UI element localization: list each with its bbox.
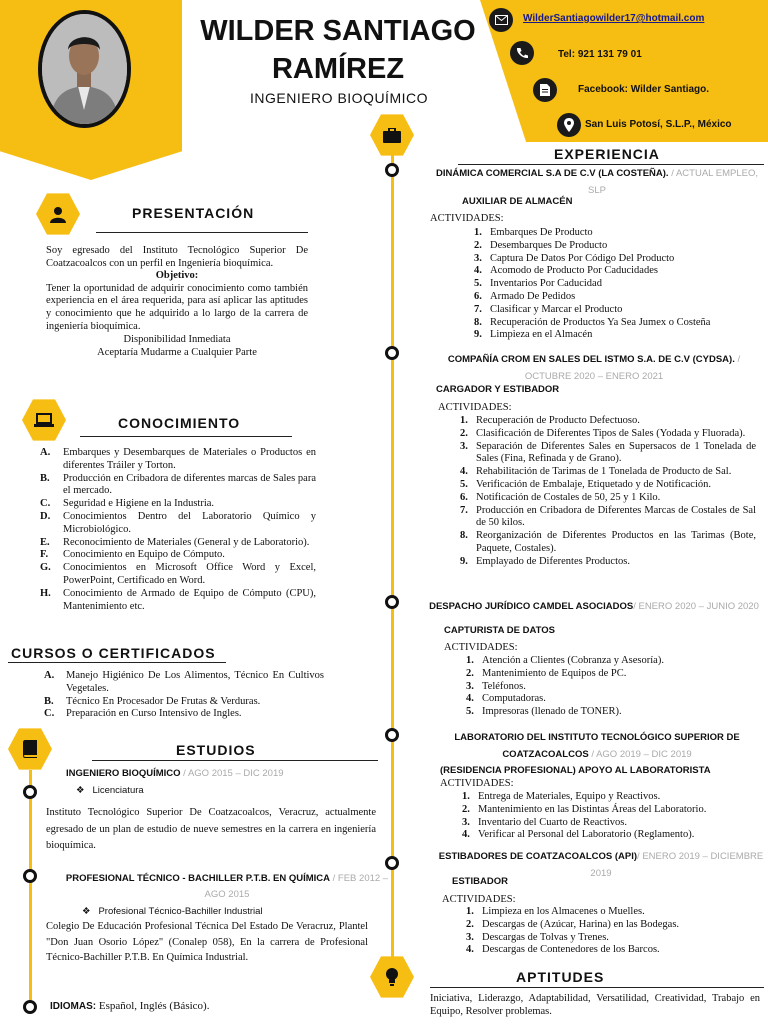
idiomas-line xyxy=(50,1000,209,1012)
list-marker: A. xyxy=(44,670,55,681)
right-timeline-line xyxy=(391,152,394,974)
curso-item xyxy=(44,696,324,709)
phone-number: Tel: 921 131 79 01 xyxy=(558,49,642,60)
list-item-text: Conocimientos en Microsoft Office Word y Excel, PowerPoint, Certificado en Word. xyxy=(63,562,316,586)
aptitudes-text: Iniciativa, Liderazgo, Adaptabilidad, Versatilidad, Creatividad, Trabajo en Equipo, Resolver problemas. xyxy=(430,993,760,1017)
job-date: / ENERO 2019 – DICIEMBRE 2019 xyxy=(590,851,764,879)
profession-subtitle: INGENIERO BIOQUÍMICO xyxy=(249,90,428,106)
list-marker: 1. xyxy=(466,906,474,917)
job-date: / ACTUAL EMPLEO, SLP xyxy=(588,168,758,196)
list-marker: 1. xyxy=(474,227,482,238)
list-marker: G. xyxy=(40,562,51,574)
divider xyxy=(80,436,292,437)
list-item-text: Atención a Clientes (Cobranza y Asesoría). xyxy=(482,655,664,666)
conocimiento-item xyxy=(40,537,316,550)
activity-item xyxy=(462,829,762,842)
list-item-text: Producción en Cribadora de diferentes marcas de Sales para el mercado. xyxy=(63,472,316,497)
conocimiento-title: CONOCIMIENTO xyxy=(118,415,241,431)
curso-item xyxy=(44,670,324,696)
job-heading xyxy=(424,352,764,385)
activity-item xyxy=(460,479,756,492)
objective-label: Objetivo: xyxy=(155,270,199,282)
activity-item xyxy=(466,706,756,719)
list-item-text: Clasificación de Diferentes Tipos de Sales (Yodada y Fluorada). xyxy=(476,427,746,439)
laptop-icon xyxy=(22,398,66,442)
list-item-text: Mantenimiento de Equipos de PC. xyxy=(482,667,627,679)
list-item-text: Clasificar y Marcar el Producto xyxy=(490,303,623,315)
list-marker: 8. xyxy=(460,530,468,542)
list-marker: B. xyxy=(40,472,50,484)
activity-item xyxy=(460,530,756,556)
activity-item xyxy=(466,655,756,668)
list-marker: E. xyxy=(40,536,50,548)
list-marker: 3. xyxy=(460,440,468,452)
list-item-text: Desembarques De Producto xyxy=(490,239,608,251)
activity-item xyxy=(474,253,764,266)
list-item-text: Notificación de Costales de 50, 25 y 1 Kilo. xyxy=(476,491,661,503)
conocimiento-item xyxy=(40,498,316,511)
aptitudes-title: APTITUDES xyxy=(516,969,605,985)
diamond-bullet-icon: ❖ xyxy=(76,785,85,796)
activity-item xyxy=(462,817,762,830)
list-marker: 2. xyxy=(474,239,482,251)
briefcase-icon xyxy=(370,113,414,157)
list-item-text: Conocimiento en Equipo de Cómputo. xyxy=(63,549,225,561)
job-role: CAPTURISTA DE DATOS xyxy=(444,625,556,636)
conocimiento-item xyxy=(40,588,316,614)
job-company: DINÁMICA COMERCIAL S.A DE C.V (LA COSTEÑA). xyxy=(436,168,669,179)
list-item-text: Inventarios Por Caducidad xyxy=(490,278,602,290)
list-marker: 7. xyxy=(474,303,482,315)
list-marker: C. xyxy=(40,498,51,510)
list-marker: 3. xyxy=(466,680,474,692)
list-marker: H. xyxy=(40,587,51,599)
location-text: San Luis Potosí, S.L.P., México xyxy=(585,119,732,130)
list-item-text: Computadoras. xyxy=(482,693,546,705)
idiomas-label: IDIOMAS: xyxy=(50,1001,97,1012)
list-marker: 7. xyxy=(460,504,468,516)
activity-item xyxy=(474,240,764,253)
job-company: COMPAÑÍA CROM EN SALES DEL ISTMO S.A. DE C.V (CYDSA). xyxy=(447,354,735,365)
job-activities-list xyxy=(460,415,756,569)
estudios-title: ESTUDIOS xyxy=(176,742,256,758)
curso-item xyxy=(44,708,324,721)
list-item-text: Embarques De Producto xyxy=(490,227,593,238)
profile-photo xyxy=(38,10,131,128)
list-item-text: Recuperación de Productos Ya Sea Jumex o Costeña xyxy=(490,316,711,328)
timeline-dot xyxy=(23,785,37,799)
name-line-1: WILDER SANTIAGO xyxy=(200,15,476,47)
list-item-text: Manejo Higiénico De Los Alimentos, Técnico En Cultivos Vegetales. xyxy=(66,670,324,694)
experiencia-title: EXPERIENCIA xyxy=(554,146,660,162)
conocimiento-item xyxy=(40,473,316,499)
activity-item xyxy=(462,791,762,804)
facebook-link[interactable]: Facebook: Wilder Santiago. xyxy=(578,84,710,95)
list-marker: 4. xyxy=(466,944,474,956)
conocimiento-item xyxy=(40,447,316,473)
job-role: CARGADOR Y ESTIBADOR xyxy=(436,384,560,395)
list-marker: 6. xyxy=(460,491,468,503)
timeline-dot xyxy=(385,346,399,360)
list-item-text: Inventario del Cuarto de Reactivos. xyxy=(478,816,627,828)
list-item-text: Recuperación de Producto Defectuoso. xyxy=(476,415,640,426)
activity-item xyxy=(460,415,756,428)
activity-item xyxy=(474,329,764,342)
idiomas-text: Español, Inglés (Básico). xyxy=(96,1000,210,1012)
job-activities-list xyxy=(462,791,762,842)
job-role: ESTIBADOR xyxy=(452,876,508,887)
activity-item xyxy=(474,278,764,291)
list-item-text: Reconocimiento de Materiales (General y de Laboratorio). xyxy=(63,536,310,548)
list-marker: 1. xyxy=(460,415,468,426)
estudio-1-date: / AGO 2015 – DIC 2019 xyxy=(180,768,284,779)
list-item-text: Verificación de Embalaje, Etiquetado y de Notificación. xyxy=(476,478,711,490)
location-pin-icon xyxy=(557,113,581,137)
list-marker: 2. xyxy=(462,803,470,815)
phone-icon xyxy=(510,41,534,65)
timeline-dot xyxy=(385,163,399,177)
activity-item xyxy=(460,492,756,505)
diamond-bullet-icon: ❖ xyxy=(82,906,91,917)
activity-item xyxy=(460,441,756,467)
job-activities-list xyxy=(466,655,756,719)
job-activities-list xyxy=(474,227,764,342)
estudio-2-text: Colegio De Educación Profesional Técnica Del Estado De Veracruz, Plantel "Don Juan Osorio López" (Conalep 058), En la carrera de Profesional Técnico-Bachiller P.T.B. En Química Industrial. xyxy=(46,921,368,963)
job-company: ESTIBADORES DE COATZACOALCOS (API) xyxy=(438,851,638,862)
list-marker: 1. xyxy=(462,791,470,802)
divider xyxy=(96,232,308,233)
list-item-text: Producción en Cribadora de Diferentes Marcas de Costales de Sal de 50 kilos. xyxy=(476,504,756,529)
activity-item xyxy=(474,304,764,317)
timeline-dot xyxy=(23,869,37,883)
activity-item xyxy=(474,265,764,278)
list-marker: 2. xyxy=(466,667,474,679)
list-item-text: Descargas de (Azúcar, Harina) en las Bodegas. xyxy=(482,918,680,930)
estudio-1-heading xyxy=(66,768,284,779)
list-item-text: Impresoras (llenado de TONER). xyxy=(482,706,622,718)
cursos-list xyxy=(44,670,324,721)
activities-label: ACTIVIDADES: xyxy=(430,213,504,224)
estudio-2-bullet: ❖ Profesional Técnico-Bachiller Industrial xyxy=(82,906,263,917)
list-marker: 3. xyxy=(462,816,470,828)
list-item-text: Entrega de Materiales, Equipo y Reactivos. xyxy=(478,791,661,802)
list-marker: 4. xyxy=(466,693,474,705)
conocimiento-list xyxy=(40,447,316,613)
estudio-2-heading xyxy=(62,871,392,903)
list-item-text: Embarques y Desembarques de Materiales o Productos en diferentes Tráiler y Torton. xyxy=(63,447,316,471)
email-icon xyxy=(489,8,513,32)
list-item-text: Preparación en Curso Intensivo de Ingles. xyxy=(66,708,242,720)
list-item-text: Separación de Diferentes Sales en Supersacos de 1 Tonelada de Sales (Fina, Refinada y de Grano). xyxy=(476,440,756,465)
list-marker: 2. xyxy=(460,427,468,439)
activity-item xyxy=(474,227,764,240)
objective-text: Tener la oportunidad de adquirir conocimiento como también experiencia en el área requerida, para así aplicar las aptitudes y conocimiento que he adquirido a lo largo de la carrera de ingeniería bioquímica. xyxy=(46,282,308,332)
conocimiento-item xyxy=(40,562,316,588)
activities-label: ACTIVIDADES: xyxy=(442,894,516,905)
estudio-1-text: Instituto Tecnológico Superior De Coatzacoalcos, Veracruz, actualmente egresado de un plan de estudio de nueve semestres en la carrera en ingeniería bioquímica. xyxy=(46,807,376,851)
activity-item xyxy=(466,919,756,932)
list-item-text: Descargas de Tolvas y Trenes. xyxy=(482,931,609,943)
list-marker: 3. xyxy=(474,252,482,264)
timeline-dot xyxy=(385,728,399,742)
presentacion-title: PRESENTACIÓN xyxy=(132,205,255,221)
activity-item xyxy=(466,681,756,694)
list-item-text: Limpieza en el Almacén xyxy=(490,329,593,341)
list-marker: 9. xyxy=(460,555,468,567)
estudio-2-title: PROFESIONAL TÉCNICO - BACHILLER P.T.B. EN QUÍMICA xyxy=(65,873,330,884)
job-date: / OCTUBRE 2020 – ENERO 2021 xyxy=(524,354,741,382)
list-item-text: Armado De Pedidos xyxy=(490,290,576,302)
list-marker: 8. xyxy=(474,316,482,328)
list-item-text: Verificar al Personal del Laboratorio (Reglamento). xyxy=(478,829,695,841)
list-marker: F. xyxy=(40,549,49,561)
list-marker: 1. xyxy=(466,655,474,666)
list-item-text: Seguridad e Higiene en la Industria. xyxy=(63,498,215,510)
list-item-text: Captura De Datos Por Código Del Producto xyxy=(490,252,675,264)
lightbulb-icon xyxy=(370,955,414,999)
timeline-dot xyxy=(385,595,399,609)
job-heading xyxy=(424,599,764,616)
activity-item xyxy=(462,804,762,817)
list-item-text: Conocimiento de Armado de Equipo de Cómputo (CPU), Mantenimiento etc. xyxy=(63,587,316,612)
estudio-2-date: / FEB 2012 – AGO 2015 xyxy=(204,873,389,900)
list-item-text: Reorganización de Diferentes Productos en las Tarimas (Bote, Paquete, Costales). xyxy=(476,530,756,554)
activity-item xyxy=(466,932,756,945)
list-marker: 3. xyxy=(466,931,474,943)
list-marker: B. xyxy=(44,695,54,707)
list-item-text: Teléfonos. xyxy=(482,680,526,692)
activities-label: ACTIVIDADES: xyxy=(440,778,514,789)
presentacion-intro: Soy egresado del Instituto Tecnológico Superior De Coatzacoalcos con un perfil en Ingeniería bioquímica. xyxy=(46,245,308,269)
list-marker: C. xyxy=(44,708,55,720)
list-marker: 4. xyxy=(474,265,482,277)
name-line-2: RAMÍREZ xyxy=(271,53,405,85)
list-item-text: Rehabilitación de Tarimas de 1 Tonelada de Producto de Sal. xyxy=(476,466,732,478)
page-title xyxy=(190,12,486,88)
conocimiento-item xyxy=(40,511,316,537)
job-company: DESPACHO JURÍDICO CAMDEL ASOCIADOS xyxy=(429,601,634,612)
list-item-text: Limpieza en los Almacenes o Muelles. xyxy=(482,906,645,917)
list-marker: 2. xyxy=(466,918,474,930)
activity-item xyxy=(466,906,756,919)
divider xyxy=(8,662,226,663)
job-date: / ENERO 2020 – JUNIO 2020 xyxy=(633,601,759,612)
activities-label: ACTIVIDADES: xyxy=(444,642,518,653)
timeline-dot xyxy=(385,856,399,870)
divider xyxy=(430,987,764,988)
list-item-text: Técnico En Procesador De Frutas & Verduras. xyxy=(66,695,261,707)
list-marker: 4. xyxy=(462,829,470,841)
activity-item xyxy=(466,693,756,706)
activity-item xyxy=(460,466,756,479)
activity-item xyxy=(474,291,764,304)
activity-item xyxy=(466,668,756,681)
list-marker: 5. xyxy=(466,706,474,718)
divider xyxy=(458,164,764,165)
timeline-dot xyxy=(23,1000,37,1014)
list-item-text: Conocimientos Dentro del Laboratorio Químico y Microbiológico. xyxy=(63,510,316,535)
job-activities-list xyxy=(466,906,756,957)
job-heading xyxy=(432,166,762,199)
activity-item xyxy=(460,505,756,531)
relocate-text: Aceptaría Mudarme a Cualquier Parte xyxy=(97,346,257,358)
list-item-text: Descargas de Contenedores de los Barcos. xyxy=(482,944,660,956)
person-icon xyxy=(36,192,80,236)
list-marker: A. xyxy=(40,447,51,458)
list-marker: D. xyxy=(40,510,51,522)
job-date: / AGO 2019 – DIC 2019 xyxy=(588,748,692,760)
activity-item xyxy=(460,428,756,441)
document-icon xyxy=(533,78,557,102)
estudio-1-bullet: ❖ Licenciatura xyxy=(76,785,144,796)
estudio-1-title: INGENIERO BIOQUÍMICO xyxy=(66,768,181,779)
job-company: LABORATORIO DEL INSTITUTO TECNOLÓGICO SUPERIOR DE COATZACOALCOS xyxy=(454,732,740,760)
activity-item xyxy=(460,556,756,569)
book-icon xyxy=(8,727,52,771)
activity-item xyxy=(474,317,764,330)
list-marker: 4. xyxy=(460,466,468,478)
list-marker: 5. xyxy=(474,278,482,290)
list-item-text: Acomodo de Producto Por Caducidades xyxy=(490,265,658,277)
job-role: (RESIDENCIA PROFESIONAL) APOYO AL LABORATORISTA xyxy=(440,765,711,776)
list-marker: 6. xyxy=(474,290,482,302)
cursos-title: CURSOS O CERTIFICADOS xyxy=(11,645,216,661)
list-item-text: Emplayado de Diferentes Productos. xyxy=(476,555,630,567)
job-role: AUXILIAR DE ALMACÉN xyxy=(462,196,573,207)
left-timeline-line xyxy=(29,770,32,1008)
activity-item xyxy=(466,944,756,957)
job-heading xyxy=(432,730,762,763)
conocimiento-item xyxy=(40,549,316,562)
list-marker: 5. xyxy=(460,478,468,490)
divider xyxy=(92,760,378,761)
presentacion-block xyxy=(46,245,308,359)
list-item-text: Mantenimiento en las Distintas Áreas del Laboratorio. xyxy=(478,803,707,815)
activities-label: ACTIVIDADES: xyxy=(438,402,512,413)
list-marker: 9. xyxy=(474,329,482,341)
email-link[interactable]: WilderSantiagowilder17@hotmail.com xyxy=(523,13,705,24)
availability-text: Disponibilidad Inmediata xyxy=(123,334,231,346)
